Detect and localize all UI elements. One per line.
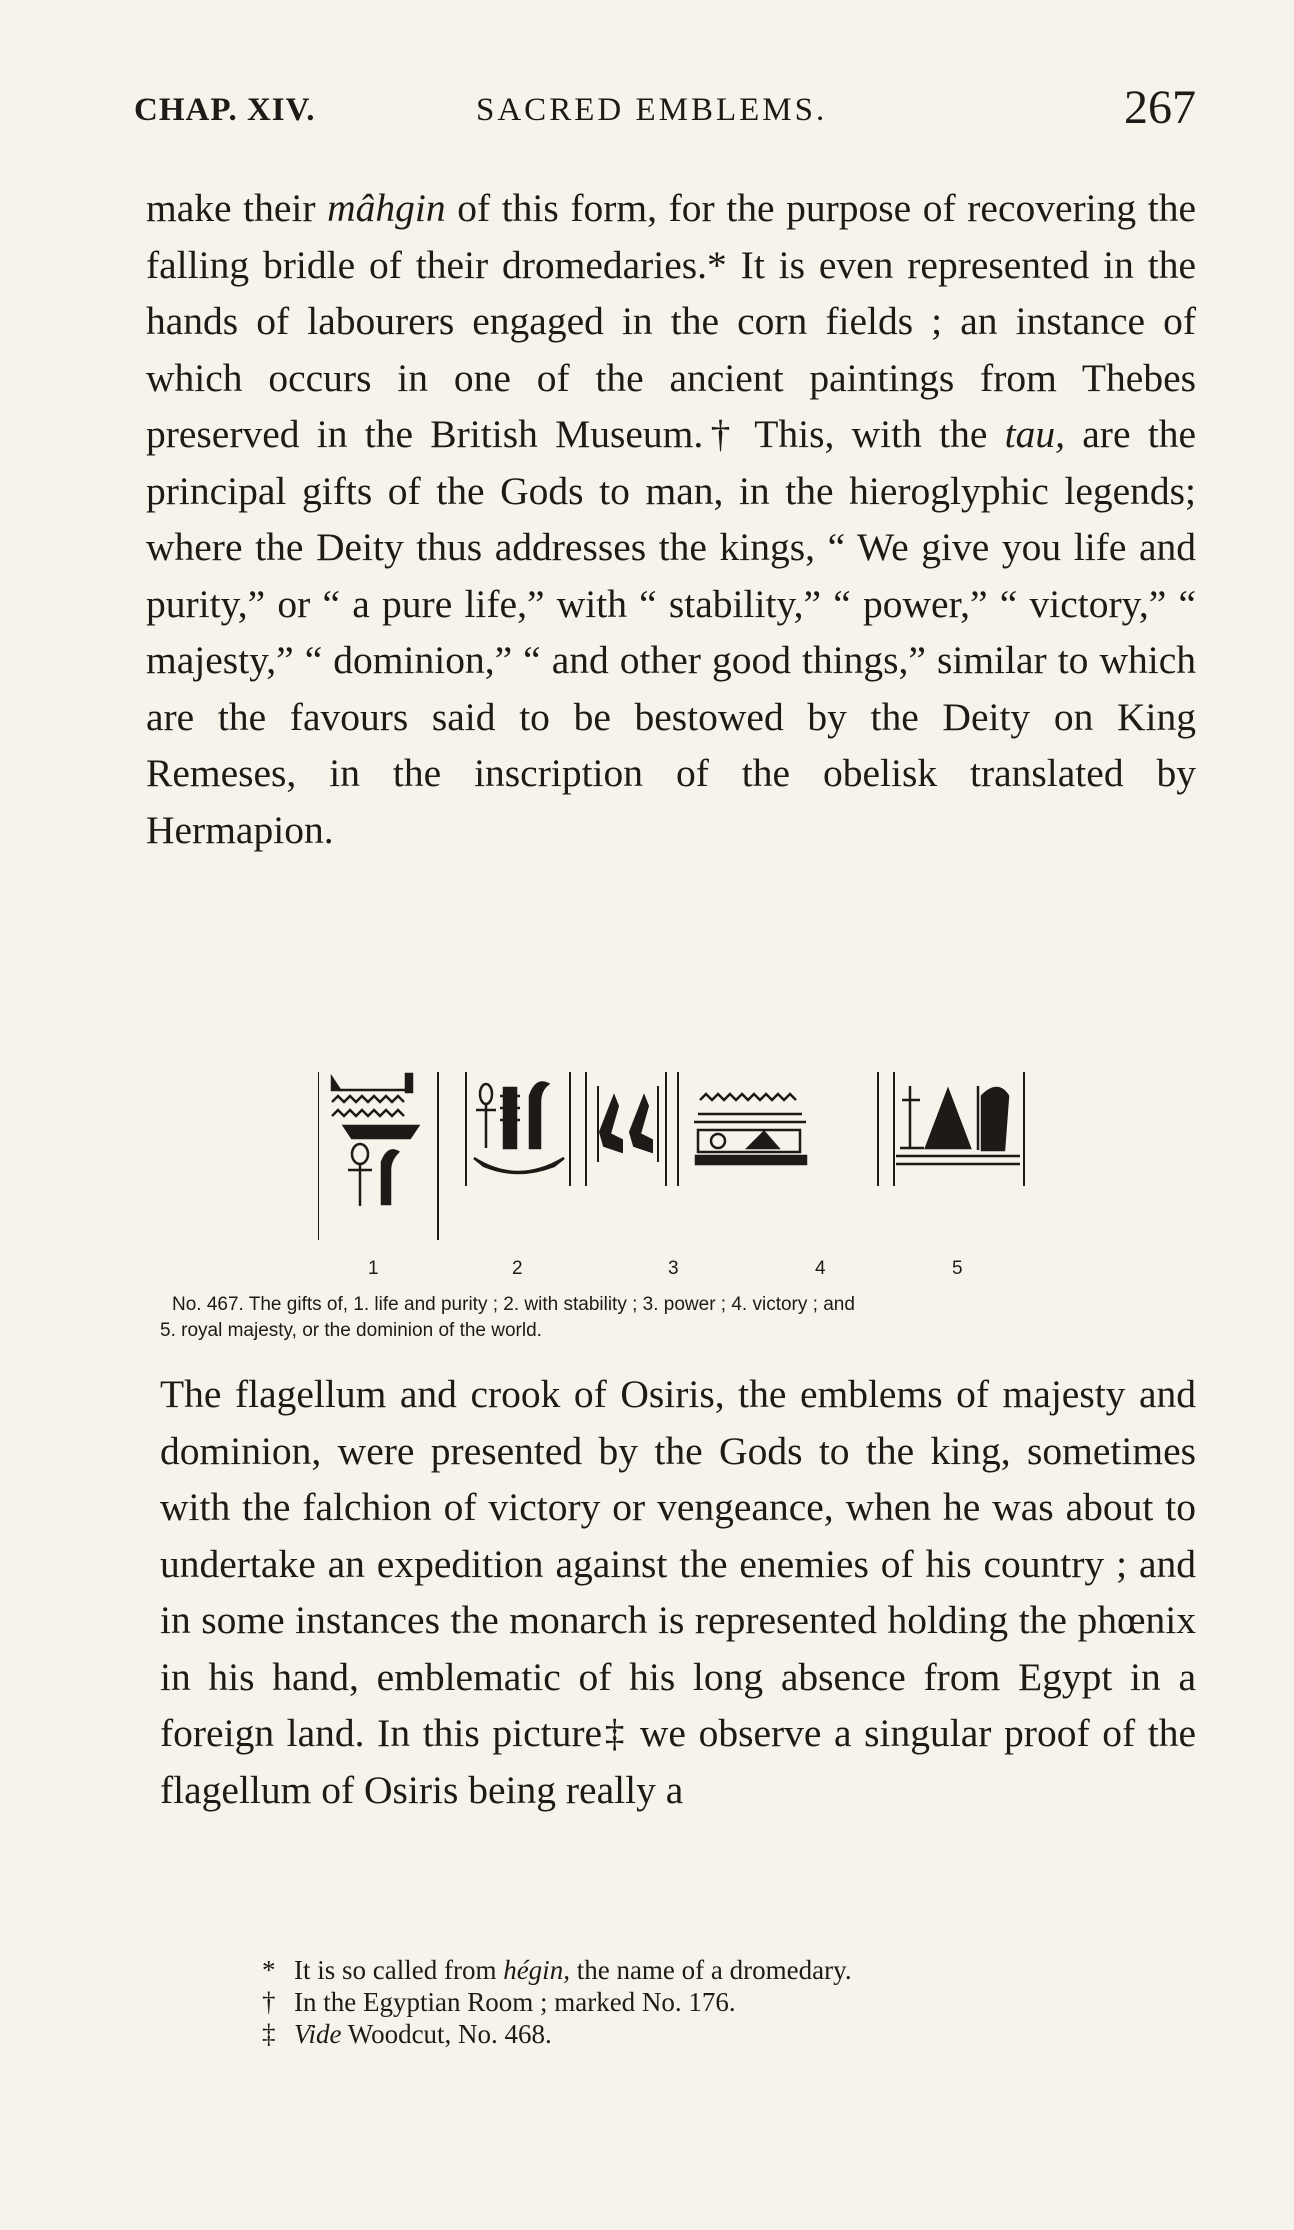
figure-number-4: 4 <box>815 1258 826 1279</box>
figure-number-2: 2 <box>512 1258 523 1279</box>
paragraph-1-text-c: are the principal gifts of the Gods to man, in the hieroglyphic legends; where the Deity thus addresses the kings, “ We give you life and purity,” or “ a pure life,” with “ stability,” “ power,” “ victory,” “ majesty,” “ dominion,” “ and other good things,” similar to which are the favours said to be bestowed by the Deity on King Remeses, in the inscription of the obelisk translated by Hermapion. <box>146 412 1196 852</box>
glyph-power-icon <box>598 1086 658 1162</box>
footnote-1-mark: * <box>262 1955 276 1985</box>
footnote-1 <box>262 1954 1162 1986</box>
glyph-victory-icon <box>694 1094 806 1164</box>
paragraph-1 <box>146 180 1196 858</box>
caption-line-1: No. 467. The gifts of, 1. life and purity ; 2. with stability ; 3. power ; 4. victory ; and <box>172 1294 855 1315</box>
figure-numbers <box>0 1258 1294 1288</box>
glyph-majesty-icon <box>896 1086 1020 1164</box>
footnote-3-mark: ‡ <box>262 2019 276 2049</box>
footnote-2-mark: † <box>262 1987 276 2017</box>
footnote-1-text-end: the name of a dromedary. <box>569 1955 852 1985</box>
page-number: 267 <box>1124 81 1196 134</box>
footnote-3 <box>262 2018 1162 2050</box>
footnote-1-italic: hégin, <box>503 1955 570 1985</box>
term-mahgin: mâhgin <box>327 186 446 230</box>
figure-number-1: 1 <box>368 1258 379 1279</box>
glyph-life-purity-icon <box>332 1074 418 1206</box>
figure-number-5: 5 <box>952 1258 963 1279</box>
caption-line-2: 5. royal majesty, or the dominion of the world. <box>160 1320 542 1341</box>
hieroglyph-illustration <box>318 1066 1068 1246</box>
figure-number-3: 3 <box>668 1258 679 1279</box>
hieroglyph-figure <box>318 1066 1068 1246</box>
glyph-stability-icon <box>474 1083 564 1174</box>
figure-caption <box>160 1292 1200 1344</box>
footnote-1-text: It is so called from <box>294 1955 504 1985</box>
footnote-3-italic: Vide <box>294 2019 342 2049</box>
term-tau: tau, <box>1004 412 1065 456</box>
footnote-2 <box>262 1986 1162 2018</box>
paragraph-2: The flagellum and crook of Osiris, the emblems of majesty and dominion, were presented by the Gods to the king, sometimes with the falchion of victory or vengeance, when he was about to undertake an expedition against the enemies of his country ; and in some instances the monarch is represented holding the phœnix in his hand, emblematic of his long absence from Egypt in a foreign land. In this picture‡ we observe a singular proof of the flagellum of Osiris being really a <box>160 1372 1196 1812</box>
footnote-3-text: Woodcut, No. 468. <box>341 2019 552 2049</box>
footnote-2-text: In the Egyptian Room ; marked No. 176. <box>294 1987 736 2017</box>
paragraph-1-text-a: make their <box>146 186 328 230</box>
footnotes <box>262 1954 1162 2050</box>
page-header <box>134 81 1196 146</box>
chapter-label: CHAP. XIV. <box>134 92 316 128</box>
running-title: SACRED EMBLEMS. <box>476 92 828 128</box>
paragraph-1-text-b: of this form, for the purpose of recovering the falling bridle of their dromedaries.* It is even represented in the hands of labourers engaged in the corn fields ; an instance of which occurs in one of the ancient paintings from Thebes preserved in the British Museum.† This, with the <box>146 186 1196 456</box>
